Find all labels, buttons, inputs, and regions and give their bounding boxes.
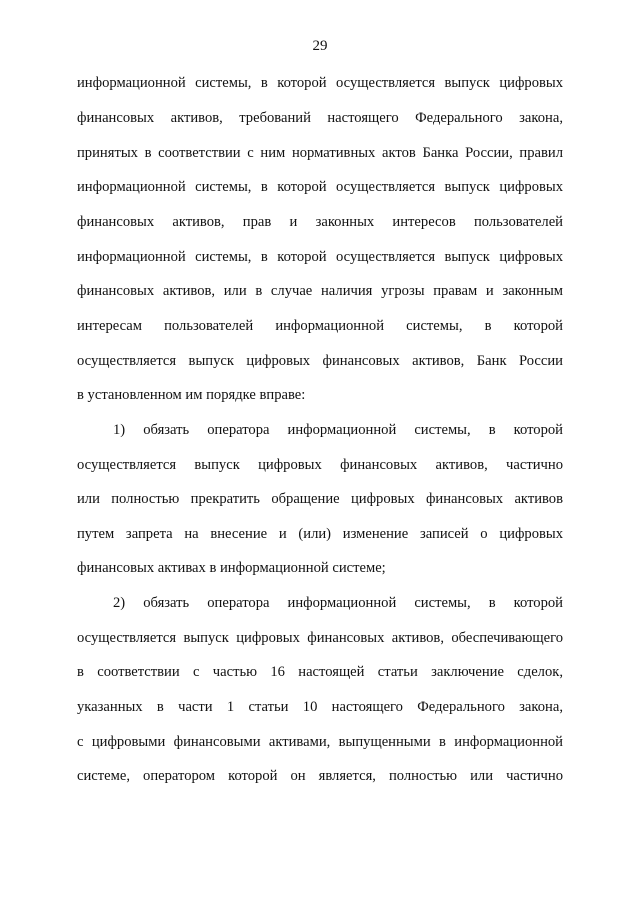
page-number: 29 [312, 38, 328, 54]
text-line: информационной системы, в которой осуществляется выпуск цифровых [77, 75, 563, 91]
text-line: осуществляется выпуск цифровых финансовых активов, обеспечивающего [77, 630, 563, 646]
text-line: в соответствии с частью 16 настоящей статьи заключение сделок, [77, 664, 563, 680]
text-line: принятых в соответствии с ним нормативных актов Банка России, правил [77, 145, 563, 161]
text-line: указанных в части 1 статьи 10 настоящего Федерального закона, [77, 699, 563, 715]
text-line: или полностью прекратить обращение цифровых финансовых активов [77, 491, 563, 507]
text-line: в установленном им порядке вправе: [77, 387, 306, 403]
text-line: финансовых активов, прав и законных интересов пользователей [77, 214, 563, 230]
text-line: осуществляется выпуск цифровых финансовых активов, Банк России [77, 353, 563, 369]
list-item-1-first-line: 1) обязать оператора информационной системы, в которой [113, 422, 563, 438]
text-line: путем запрета на внесение и (или) изменение записей о цифровых [77, 526, 563, 542]
list-item-2-first-line: 2) обязать оператора информационной системы, в которой [113, 595, 563, 611]
text-line: интересам пользователей информационной системы, в которой [77, 318, 563, 334]
text-line: информационной системы, в которой осуществляется выпуск цифровых [77, 179, 563, 195]
text-line: финансовых активов, требований настоящего Федерального закона, [77, 110, 563, 126]
text-line: системе, оператором которой он является, полностью или частично [77, 768, 563, 784]
text-line: финансовых активов, или в случае наличия угрозы правам и законным [77, 283, 563, 299]
text-line: информационной системы, в которой осуществляется выпуск цифровых [77, 249, 563, 265]
text-line: осуществляется выпуск цифровых финансовых активов, частично [77, 457, 563, 473]
text-line: с цифровыми финансовыми активами, выпущенными в информационной [77, 734, 563, 750]
text-line: финансовых активах в информационной системе; [77, 560, 386, 576]
